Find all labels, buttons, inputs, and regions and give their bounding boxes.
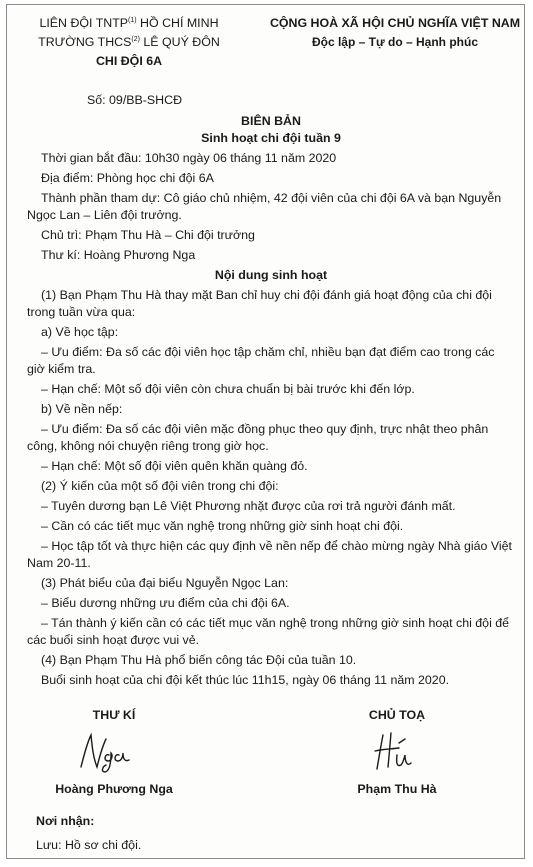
- content-paragraph: (4) Bạn Phạm Thu Hà phổ biến công tác Đội của tuần 10.: [41, 653, 357, 667]
- recipients-line: Lưu: Hồ sơ chi đội.: [36, 838, 142, 852]
- content-paragraph: – Ưu điểm: Đa số các đội viên học tập chăm chỉ, nhiều bạn đạt điểm cao trong các giờ kiểm tra.: [27, 345, 495, 376]
- info-chair: Chủ trì: Phạm Thu Hà – Chi đội trưởng: [41, 228, 255, 242]
- document-title: BIÊN BẢN: [241, 114, 301, 128]
- info-location: Địa điểm: Phòng học chi đội 6A: [41, 171, 214, 185]
- content-paragraph: (2) Ý kiến của một số đội viên trong chi đội:: [41, 479, 279, 493]
- content-paragraph: – Tán thành ý kiến cần có các tiết mục văn nghệ trong những giờ sinh hoạt chi đội để các buổi sinh hoạt được vui vẻ.: [27, 616, 510, 647]
- content-paragraph: a) Về học tập:: [41, 325, 119, 339]
- footnote-marker-1: (1): [128, 16, 137, 24]
- info-secretary: Thư kí: Hoàng Phương Nga: [41, 248, 196, 262]
- document-page: [6, 4, 525, 859]
- country-name: CỘNG HOÀ XÃ HỘI CHỦ NGHĨA VIỆT NAM: [269, 16, 521, 30]
- unit-name: CHI ĐỘI 6A: [95, 54, 163, 68]
- organization-header: [13, 14, 245, 71]
- recipients: [36, 813, 141, 854]
- secretary-signature: [75, 731, 145, 775]
- content-paragraph: b) Về nền nếp:: [41, 402, 123, 416]
- content-paragraph: – Hạn chế: Một số đội viên còn chưa chuẩn bị bài trước khi đến lớp.: [41, 382, 415, 396]
- content-paragraph: – Ưu điểm: Đa số các đội viên mặc đồng phục theo quy định, trực nhật theo phân công, không nói chuyện riêng trong giờ học.: [27, 422, 489, 453]
- chair-role: CHỦ TOẠ: [368, 708, 426, 722]
- header-line-2: TRƯỜNG THCS$^{(2)}$ LÊ QUÝ ĐÔN: [38, 35, 220, 49]
- section-title: Nội dung sinh hoạt: [214, 268, 328, 282]
- content-paragraph: – Hạn chế: Một số đội viên quên khăn quàng đỏ.: [41, 459, 308, 473]
- content-paragraph: – Học tập tốt và thực hiện các quy định về nền nếp để chào mừng ngày Nhà giáo Việt Nam 20-11.: [27, 539, 512, 570]
- national-motto: Độc lập – Tự do – Hạnh phúc: [311, 35, 479, 49]
- national-header: [269, 14, 521, 52]
- content-paragraph: – Tuyên dương bạn Lê Việt Phương nhặt được của rơi trả người đánh mất.: [41, 499, 456, 513]
- chair-name: Phạm Thu Hà: [357, 782, 437, 796]
- chair-signature: [369, 729, 429, 775]
- content-paragraph: – Biểu dương những ưu điểm của chi đội 6A.: [41, 596, 290, 610]
- info-attendees: Thành phần tham dự: Cô giáo chủ nhiệm, 42 đội viên của chi đội 6A và bạn Nguyễn Ngọc Lan – Liên đội trưởng.: [27, 191, 502, 222]
- info-start-time: Thời gian bắt đầu: 10h30 ngày 06 tháng 11 năm 2020: [41, 151, 337, 165]
- document-number: Số: 09/BB-SHCĐ: [87, 93, 183, 107]
- secretary-name: Hoàng Phương Nga: [55, 782, 173, 796]
- content-paragraph: (3) Phát biểu của đại biểu Nguyễn Ngọc Lan:: [41, 576, 289, 590]
- document-body: [27, 113, 515, 689]
- secretary-role: THƯ KÍ: [92, 708, 136, 722]
- content-paragraph: – Cần có các tiết mục văn nghệ trong những giờ sinh hoạt chi đội.: [41, 519, 404, 533]
- document-subtitle: Sinh hoạt chi đội tuần 9: [201, 131, 341, 145]
- footnote-marker-2: (2): [131, 35, 140, 43]
- content-paragraph: (1) Bạn Phạm Thu Hà thay mặt Ban chỉ huy chi đội đánh giá hoạt động của chi đội trong tuần vừa qua:: [27, 288, 492, 319]
- header-line-1: LIÊN ĐỘI TNTP$^{(1)}$ HỒ CHÍ MINH: [39, 16, 219, 30]
- closing-statement: Buổi sinh hoạt của chi đội kết thúc lúc 11h15, ngày 06 tháng 11 năm 2020.: [41, 673, 450, 687]
- recipients-label: Nơi nhận:: [36, 814, 95, 828]
